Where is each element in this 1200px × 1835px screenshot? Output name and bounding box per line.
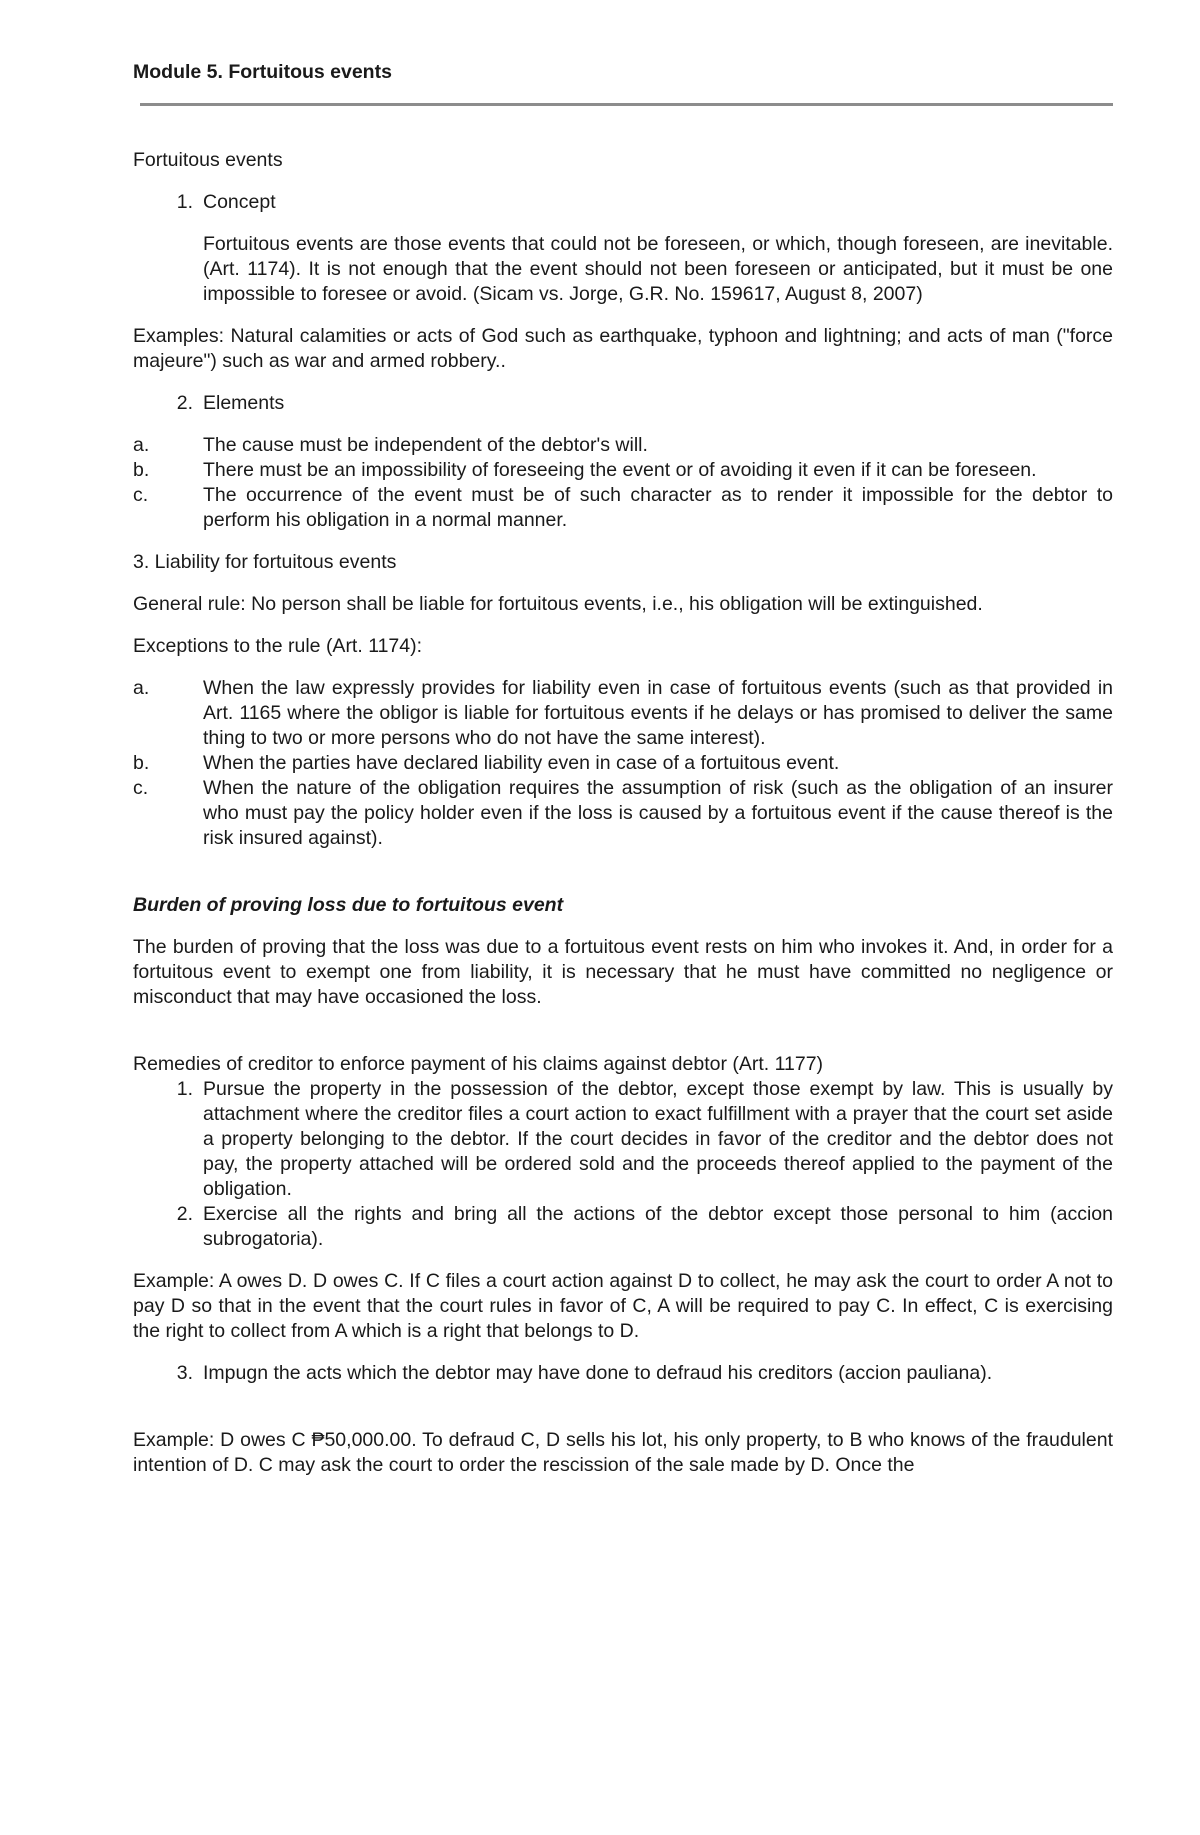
list-item — [133, 676, 1113, 751]
burden-body: The burden of proving that the loss was due to a fortuitous event rests on him who invokes it. And, in order for a fortuitous event to exempt one from liability, it is necessary that he must have committed no negligence or misconduct that may have occasioned the loss. — [133, 936, 1113, 1008]
list-number: 1. — [176, 191, 193, 213]
list-marker: b. — [133, 752, 150, 774]
elements-list — [133, 433, 1113, 533]
list-item-text: Pursue the property in the possession of the debtor, except those exempt by law. This is usually by attachment where the creditor files a court action to exact fulfillment with a prayer that the court set aside a property belonging to the debtor. If the court decides in favor of the creditor and the debtor does not pay, the property attached will be ordered sold and the proceeds thereof applied to the payment of the obligation. — [203, 1078, 1113, 1200]
list-marker: b. — [133, 459, 150, 481]
list-item-text: When the parties have declared liability even in case of a fortuitous event. — [203, 752, 840, 774]
general-rule: General rule: No person shall be liable for fortuitous events, i.e., his obligation will be extinguished. — [133, 593, 983, 615]
list-item — [133, 751, 1113, 776]
list-item-text: Exercise all the rights and bring all the actions of the debtor except those personal to him (accion subrogatoria). — [203, 1203, 1113, 1250]
list-item-text: The cause must be independent of the debtor's will. — [203, 434, 648, 456]
list-number: 3. — [176, 1362, 193, 1384]
list-item-text: The occurrence of the event must be of such character as to render it impossible for the debtor to perform his obligation in a normal manner. — [203, 484, 1113, 531]
list-item-text: When the nature of the obligation requires the assumption of risk (such as the obligation of an insurer who must pay the policy holder even if the loss is caused by a fortuitous event if the cause thereof is the risk insured against). — [203, 777, 1113, 849]
section-title: Fortuitous events — [133, 149, 283, 171]
concept-body: Fortuitous events are those events that could not be foreseen, or which, though foreseen, are inevitable. (Art. 1174). It is not enough that the event should not been foreseen or anticipated, but it must be one impossible to foresee or avoid. (Sicam vs. Jorge, G.R. No. 159617, August 8, 2007) — [203, 233, 1113, 305]
module-title: Module 5. Fortuitous events — [133, 61, 392, 83]
example-accion-pauliana: Example: D owes C ₱50,000.00. To defraud C, D sells his lot, his only property, to B who knows of the fraudulent intention of D. C may ask the court to order the rescission of the sale made by D. Once the — [133, 1429, 1113, 1476]
remedies-heading: Remedies of creditor to enforce payment of his claims against debtor (Art. 1177) — [133, 1053, 824, 1075]
list-number: 1. — [176, 1078, 193, 1100]
liability-heading: 3. Liability for fortuitous events — [133, 551, 397, 573]
list-marker: a. — [133, 677, 150, 699]
list-item-text: Impugn the acts which the debtor may have done to defraud his creditors (accion pauliana). — [203, 1362, 993, 1384]
list-item — [133, 1361, 1113, 1386]
list-item-text: There must be an impossibility of foreseeing the event or of avoiding it even if it can be foreseen. — [203, 459, 1037, 481]
document-page — [133, 60, 1113, 1478]
remedies-list — [133, 1077, 1113, 1252]
list-marker: c. — [133, 777, 149, 799]
list-item — [133, 1202, 1113, 1252]
list-item — [133, 458, 1113, 483]
elements-heading-text: Elements — [203, 392, 285, 414]
list-number: 2. — [176, 392, 193, 414]
list-item — [133, 776, 1113, 851]
exceptions-list — [133, 676, 1113, 851]
exceptions-heading: Exceptions to the rule (Art. 1174): — [133, 635, 423, 657]
list-item-text: When the law expressly provides for liability even in case of fortuitous events (such as that provided in Art. 1165 where the obligor is liable for fortuitous events if he delays or has promised to deliver the same thing to two or more persons who do not have the same interest). — [203, 677, 1113, 749]
burden-heading: Burden of proving loss due to fortuitous event — [133, 894, 564, 916]
list-item — [133, 1077, 1113, 1202]
elements-heading — [133, 391, 1113, 416]
list-item — [133, 483, 1113, 533]
list-marker: a. — [133, 434, 150, 456]
example-accion-subrogatoria: Example: A owes D. D owes C. If C files a court action against D to collect, he may ask the court to order A not to pay D so that in the event that the court rules in favor of C, A will be required to pay C. In effect, C is exercising the right to collect from A which is a right that belongs to D. — [133, 1270, 1113, 1342]
list-number: 2. — [176, 1203, 193, 1225]
list-item — [133, 433, 1113, 458]
examples-paragraph: Examples: Natural calamities or acts of God such as earthquake, typhoon and lightning; and acts of man ("force majeure") such as war and armed robbery.. — [133, 325, 1113, 372]
concept-heading — [133, 190, 1113, 215]
list-marker: c. — [133, 484, 149, 506]
concept-heading-text: Concept — [203, 191, 276, 213]
